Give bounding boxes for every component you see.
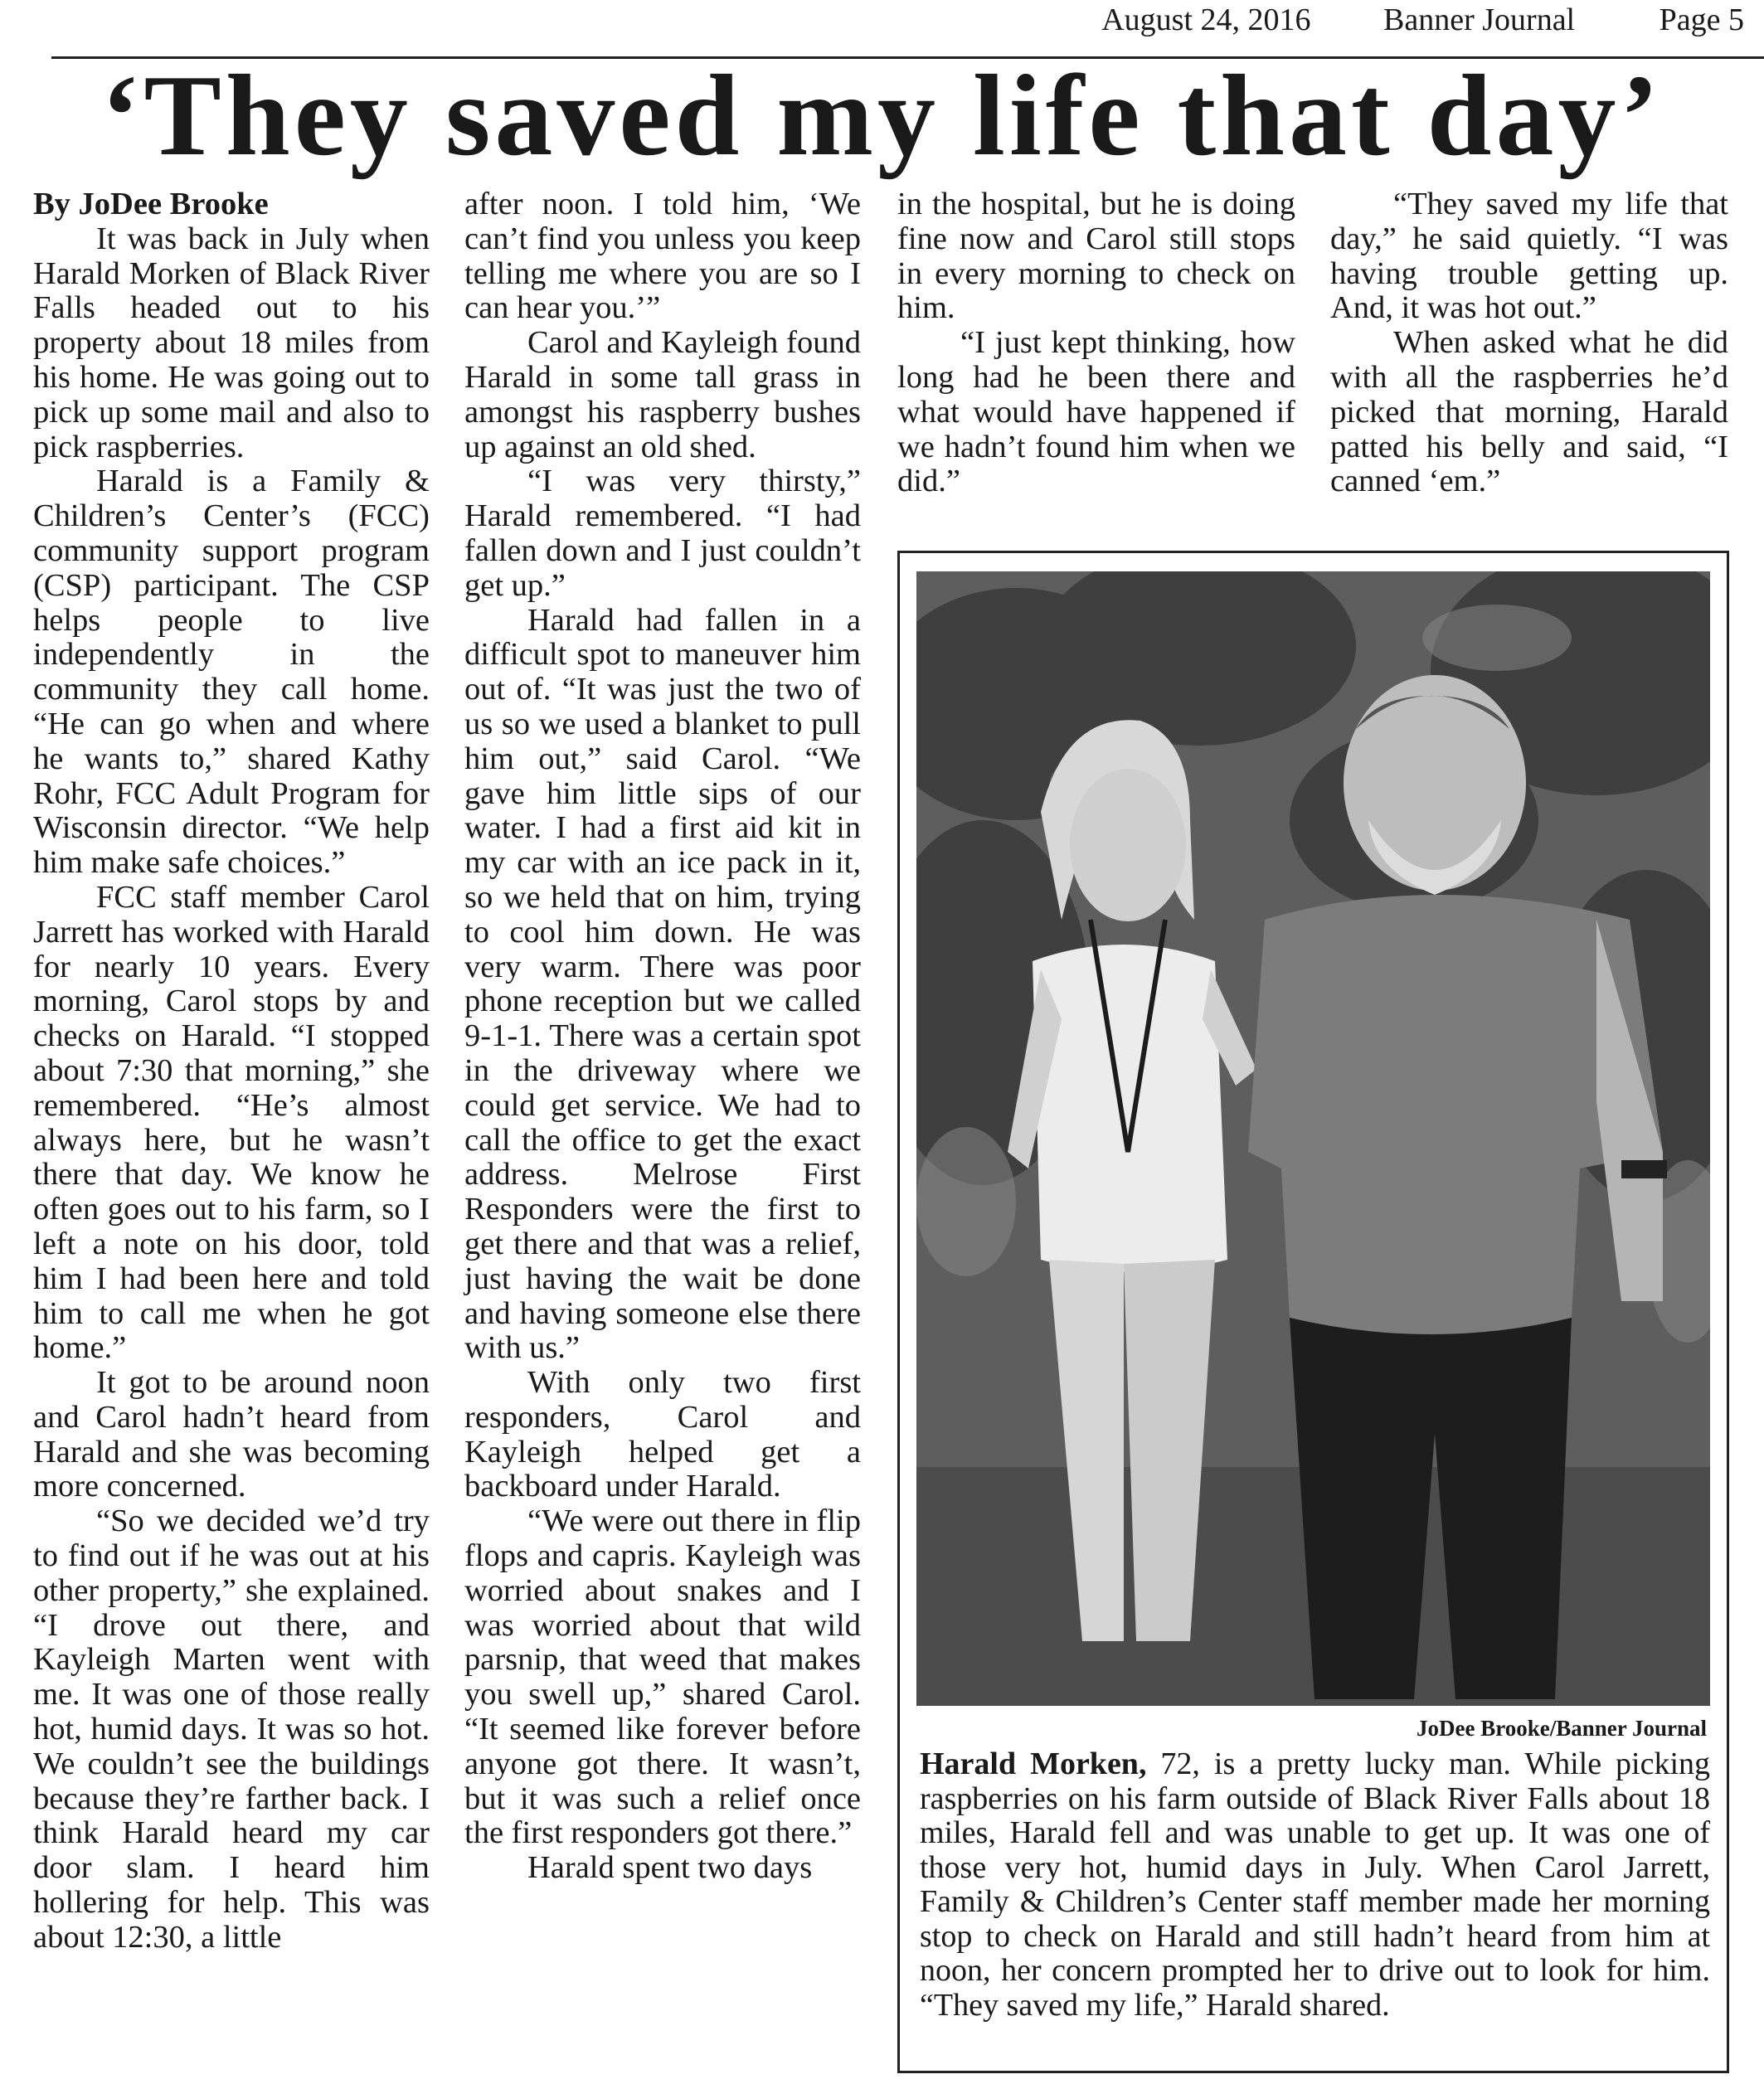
photo [916, 571, 1710, 1706]
folio-line [1101, 2, 1744, 38]
page-number: Page 5 [1659, 2, 1744, 37]
paragraph: Carol and Kayleigh found Harald in some tall grass in amongst his raspberry bushes up against an old shed. [464, 325, 861, 464]
paragraph-continued: after noon. I told him, ‘We can’t find you unless you keep telling me where you are so I can hear you.’” [464, 187, 861, 326]
photo-caption [920, 1747, 1710, 2023]
caption-body: 72, is a pretty lucky man. While picking raspberries on his farm outside of Black River Falls about 18 miles, Harald fell and was unable to get up. It was one of those very hot, humid days in July. When Carol Jarrett, Family & Children’s Center staff member made her morning stop to check on Harald and still hadn’t heard from him at noon, her concern prompted her to drive out to look for him. “They saved my life,” Harald shared. [920, 1746, 1710, 2023]
paragraph: “We were out there in flip flops and capris. Kayleigh was worried about snakes and I was worried about that wild parsnip, that weed that makes you swell up,” shared Carol. “It seemed like forever before anyone got there. It wasn’t, but it was such a relief once the first responders got there.” [464, 1503, 861, 1851]
paragraph: “So we decided we’d try to find out if he was out at his other property,” she explained. “I drove out there, and Kayleigh Marten went with me. It was one of those really hot, humid days. It was so hot. We couldn’t see the buildings because they’re farther back. I think Harald heard my car door slam. I heard him hollering for help. This was about 12:30, a little [33, 1503, 430, 1955]
paragraph: With only two first responders, Carol and Kayleigh helped get a backboard under Harald. [464, 1365, 861, 1504]
paragraph: It got to be around noon and Carol hadn’t heard from Harald and she was becoming more concerned. [33, 1365, 430, 1504]
caption-lead: Harald Morken, [920, 1746, 1147, 1781]
photo-box [897, 551, 1729, 2073]
paragraph: “They saved my life that day,” he said quietly. “I was having trouble getting up. And, it was hot out.” [1330, 187, 1728, 326]
article-column-1 [33, 187, 430, 1955]
photo-credit: JoDee Brooke/Banner Journal [1416, 1716, 1707, 1741]
paragraph: “I just kept thinking, how long had he been there and what would have happened if we hadn’t found him when we did.” [897, 325, 1295, 499]
byline: By JoDee Brooke [33, 187, 269, 221]
paragraph: FCC staff member Carol Jarrett has worked with Harald for nearly 10 years. Every morning, Carol stops by and checks on Harald. “I stopped about 7:30 that morning,” she remembered. “He’s almost always here, but he wasn’t there that day. We know he often goes out to his farm, so I left a note on his door, told him I had been here and told him to call me when he got home.” [33, 879, 430, 1366]
paragraph: “I was very thirsty,” Harald remembered. “I had fallen down and I just couldn’t get up.” [464, 464, 861, 603]
paragraph: Harald had fallen in a difficult spot to maneuver him out of. “It was just the two of us so we used a blanket to pull him out,” said Carol. “We gave him little sips of our water. I had a first aid kit in my car with an ice pack in it, so we held that on him, trying to cool him down. He was very warm. There was poor phone reception but we called 9-1-1. There was a certain spot in the driveway where we could get service. We had to call the office to get the exact address. Melrose First Responders were the first to get there and that was a relief, just having the wait be done and having someone else there with us.” [464, 602, 861, 1366]
headline: ‘They saved my life that day’ [100, 51, 1664, 180]
article-column-4 [1330, 187, 1728, 499]
paragraph: Harald is a Family & Children’s Center’s (FCC) community support program (CSP) participant. The CSP helps people to live independently in the community they call home. “He can go when and where he wants to,” shared Kathy Rohr, FCC Adult Program for Wisconsin director. “We help him make safe choices.” [33, 464, 430, 881]
photo-illustration [916, 571, 1710, 1706]
paragraph: Harald spent two days [527, 1850, 813, 1886]
issue-date: August 24, 2016 [1101, 2, 1311, 37]
publication-name: Banner Journal [1383, 2, 1576, 37]
paragraph: It was back in July when Harald Morken of Black River Falls headed out to his property about 18 miles from his home. He was going out to pick up some mail and also to pick raspberries. [33, 221, 430, 464]
article-column-3 [897, 187, 1295, 499]
paragraph-continued: in the hospital, but he is doing fine now and Carol still stops in every morning to check on him. [897, 187, 1295, 326]
article-column-2 [464, 187, 861, 1886]
paragraph: When asked what he did with all the raspberries he’d picked that morning, Harald patted his belly and said, “I canned ‘em.” [1330, 325, 1728, 499]
